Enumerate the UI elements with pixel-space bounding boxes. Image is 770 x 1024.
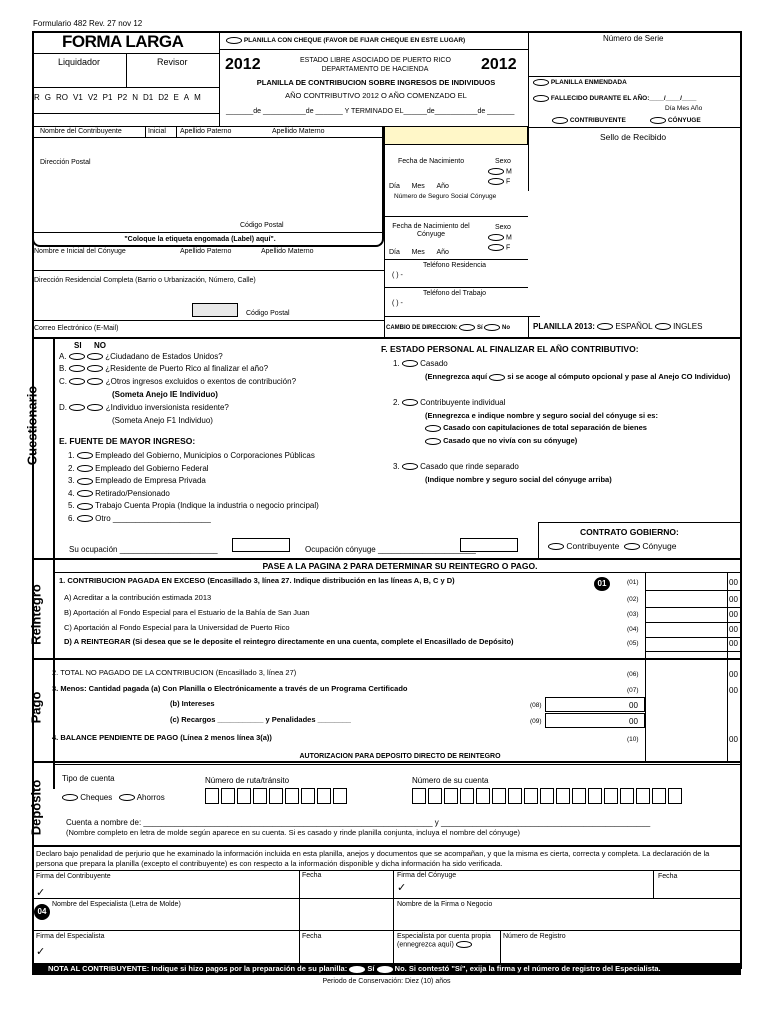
q-f2-note: (Ennegrezca e indique nombre y seguro social del cónyuge si es: <box>425 411 658 420</box>
q-e: E. FUENTE DE MAYOR INGRESO: <box>59 436 196 446</box>
cuenta-boxes[interactable] <box>412 788 684 804</box>
e-item[interactable]: 5. Trabajo Cuenta Propia (Indique la industria o negocio principal) <box>68 501 319 511</box>
ruta-label: Número de ruta/tránsito <box>205 776 290 785</box>
q-d-no[interactable] <box>87 404 103 411</box>
date-range[interactable]: _______de ___________de _______ Y TERMINADO EL______de___________de _______ <box>226 108 515 115</box>
office-codes <box>34 93 206 102</box>
reintegro-line: C) Aportación al Fondo Especial para la Universidad de Puerto Rico <box>64 623 290 632</box>
sello-recibido: Sello de Recibido <box>600 132 667 142</box>
sexo-cony-label: Sexo <box>495 224 511 231</box>
pago-tab: Pago <box>28 691 44 724</box>
form-code: Formulario 482 Rev. 27 nov 12 <box>33 19 143 28</box>
office-code: R <box>34 93 40 102</box>
sexo-f-oval[interactable] <box>488 178 504 185</box>
q-f: F. ESTADO PERSONAL AL FINALIZAR EL AÑO CONTRIBUTIVO: <box>381 344 639 354</box>
ssn-conyuge-label: Número de Seguro Social Cónyuge <box>394 193 497 200</box>
cambio-direccion[interactable]: CAMBIO DE DIRECCION: Sí No <box>386 325 511 332</box>
enmendada[interactable]: PLANILLA ENMENDADA <box>533 79 627 87</box>
fallecido-contrib-oval[interactable] <box>552 117 568 124</box>
ruta-digit-box[interactable] <box>333 788 347 804</box>
f2b-oval[interactable] <box>425 438 441 445</box>
q-f3[interactable]: 3. Casado que rinde separado <box>393 462 519 471</box>
form-title: FORMA LARGA <box>62 32 184 51</box>
cuenta-num-label: Número de su cuenta <box>412 776 489 785</box>
office-code: P2 <box>117 93 128 102</box>
esp-cuenta-oval[interactable] <box>456 941 472 948</box>
q-d[interactable]: D. ¿Individuo inversionista residente? <box>59 403 229 412</box>
office-code: D2 <box>158 93 169 102</box>
cents[interactable]: 00 <box>629 701 638 710</box>
q-a-si[interactable] <box>69 353 85 360</box>
q-a[interactable]: A. ¿Ciudadano de Estados Unidos? <box>59 352 223 361</box>
codigo-postal-label: Código Postal <box>240 222 284 229</box>
line-code: (07) <box>627 687 639 694</box>
e-item-oval[interactable] <box>77 478 93 485</box>
q-a-no[interactable] <box>87 353 103 360</box>
numero-serie: Número de Serie <box>603 34 664 43</box>
e-item-oval[interactable] <box>77 452 93 459</box>
contrato-contrib-oval[interactable] <box>548 543 564 550</box>
sexo-f[interactable]: F <box>488 178 510 186</box>
cuenta-digit-box[interactable] <box>460 788 474 804</box>
office-code: N <box>132 93 138 102</box>
office-code: V1 <box>73 93 83 102</box>
estado-libre: ESTADO LIBRE ASOCIADO DE PUERTO RICO <box>300 57 451 64</box>
fallecido[interactable]: FALLECIDO DURANTE EL AÑO:____/____/____ <box>533 95 696 103</box>
cents[interactable]: 00 <box>729 670 738 679</box>
q-f2-b[interactable]: Casado que no vivía con su cónyuge) <box>425 437 577 446</box>
q-f1[interactable]: 1. Casado <box>393 359 448 368</box>
cuenta-digit-box[interactable] <box>476 788 490 804</box>
f2-oval[interactable] <box>402 399 418 406</box>
cuenta-digit-box[interactable] <box>540 788 554 804</box>
f1-oval[interactable] <box>402 360 418 367</box>
sexo-m-oval[interactable] <box>488 168 504 175</box>
cuenta-digit-box[interactable] <box>668 788 682 804</box>
cents[interactable]: 00 <box>629 717 638 726</box>
sexo-m[interactable]: M <box>488 168 512 176</box>
cony-ap-paterno: Apellido Paterno <box>180 248 232 255</box>
contrato-options[interactable]: Contribuyente Cónyuge <box>548 542 676 552</box>
firma-cony-label: Firma del Cónyuge <box>397 872 457 879</box>
line-code: (09) <box>530 718 542 725</box>
e-item[interactable]: 4. Retirado/Pensionado <box>68 488 170 498</box>
ahorros-oval[interactable] <box>119 794 135 801</box>
cents[interactable]: 00 <box>729 578 738 587</box>
f1-co-oval[interactable] <box>489 374 505 381</box>
ingles-oval[interactable] <box>655 323 671 330</box>
codigo-postal-res-label: Código Postal <box>246 310 290 317</box>
codigo-postal-box[interactable] <box>192 303 238 317</box>
tel-res-label: Teléfono Residencia <box>423 262 487 269</box>
nombre-conyuge-label: Nombre e Inicial del Cónyuge <box>34 248 126 255</box>
pago-line: 4. BALANCE PENDIENTE DE PAGO (Línea 2 menos línea 3(a)) <box>52 733 272 742</box>
ocupacion-cony-code[interactable] <box>460 538 518 552</box>
dma-cony-label: Día Mes Año <box>389 249 449 256</box>
ruta-digit-box[interactable] <box>253 788 267 804</box>
num-registro-label: Número de Registro <box>503 933 566 940</box>
cuenta-digit-box[interactable] <box>556 788 570 804</box>
ap-materno-label: Apellido Materno <box>272 128 325 135</box>
cuestionario-tab: Cuestionario <box>24 385 40 466</box>
year-left: 2012 <box>225 56 261 73</box>
dir-residencial-label: Dirección Residencial Completa (Barrio o Urbanización, Número, Calle) <box>34 277 256 284</box>
ruta-boxes[interactable] <box>205 788 349 804</box>
fallecido-contribuyente[interactable]: CONTRIBUYENTE <box>552 117 626 125</box>
nombre-esp-label: Nombre del Especialista (Letra de Molde) <box>52 901 181 908</box>
sexo-cony-m-oval[interactable] <box>488 234 504 241</box>
tel-trab-field[interactable]: ( ) - <box>392 300 403 307</box>
q-d-note: (Someta Anejo F1 Individuo) <box>112 416 213 425</box>
cuenta-digit-box[interactable] <box>636 788 650 804</box>
revisor-label: Revisor <box>157 57 188 67</box>
cuenta-digit-box[interactable] <box>524 788 538 804</box>
sexo-cony-f-oval[interactable] <box>488 244 504 251</box>
office-code: V2 <box>87 93 98 102</box>
pago-line: 3. Menos: Cantidad pagada (a) Con Planilla o Electrónicamente a través de un Programa Certificado <box>52 684 408 693</box>
cents[interactable]: 00 <box>729 639 738 648</box>
no-label: NO <box>94 341 106 350</box>
nota-no-oval[interactable] <box>377 966 393 973</box>
cents[interactable]: 00 <box>729 686 738 695</box>
cuenta-digit-box[interactable] <box>492 788 506 804</box>
cuenta-a-nombre[interactable]: Cuenta a nombre de: _________________________________________________________________ y _______________________________________________ <box>66 818 651 827</box>
tel-trab-label: Teléfono del Trabajo <box>423 290 487 297</box>
sexo-label: Sexo <box>495 158 511 165</box>
line-code: (02) <box>627 596 639 603</box>
ruta-digit-box[interactable] <box>237 788 251 804</box>
e-item-oval[interactable] <box>77 465 93 472</box>
cuenta-digit-box[interactable] <box>652 788 666 804</box>
tipo-cuenta-label: Tipo de cuenta <box>62 774 115 783</box>
firma-esp-label: Firma del Especialista <box>36 933 105 940</box>
ruta-digit-box[interactable] <box>205 788 219 804</box>
line-code: (08) <box>530 702 542 709</box>
cuenta-digit-box[interactable] <box>428 788 442 804</box>
dma-label: Día Mes Año <box>389 183 449 190</box>
firma-negocio-label: Nombre de la Firma o Negocio <box>397 901 493 908</box>
badge-04: 04 <box>34 904 50 920</box>
e-item[interactable]: 3. Empleado de Empresa Privada <box>68 476 206 486</box>
office-code: A <box>183 93 190 102</box>
cuenta-digit-box[interactable] <box>444 788 458 804</box>
office-code: M <box>194 93 201 102</box>
fallecido-dma: Día Mes Año <box>665 105 703 112</box>
q-e-items[interactable] <box>68 450 319 526</box>
check-icon-esp: ✓ <box>36 946 46 958</box>
e-item[interactable]: 2. Empleado del Gobierno Federal <box>68 463 209 473</box>
ruta-digit-box[interactable] <box>221 788 235 804</box>
reintegro-line: A) Acreditar a la contribución estimada 2013 <box>64 593 212 602</box>
espanol-oval[interactable] <box>597 323 613 330</box>
line-code: (05) <box>627 640 639 647</box>
e-item[interactable]: 1. Empleado del Gobierno, Municipios o Corporaciones Públicas <box>68 451 315 460</box>
sexo-cony-m[interactable]: M <box>488 234 512 242</box>
reintegro-line: 1. CONTRIBUCION PAGADA EN EXCESO (Encasillado 3, línea 27. Indique distribución en las líneas A, B, C y D) <box>59 576 455 585</box>
cuenta-digit-box[interactable] <box>508 788 522 804</box>
reintegro-header: PASE A LA PAGINA 2 PARA DETERMINAR SU REINTEGRO O PAGO. <box>262 561 538 571</box>
q-b-no[interactable] <box>87 365 103 372</box>
office-code: E <box>173 93 179 102</box>
pago-line: (b) Intereses <box>170 699 215 708</box>
q-f2[interactable]: 2. Contribuyente individual <box>393 398 506 407</box>
e-item-oval[interactable] <box>77 503 93 510</box>
cambio-no-oval[interactable] <box>484 324 500 331</box>
cuenta-digit-box[interactable] <box>572 788 586 804</box>
firma-contrib-label: Firma del Contribuyente <box>36 873 111 880</box>
q-d-si[interactable] <box>69 404 85 411</box>
ruta-digit-box[interactable] <box>269 788 283 804</box>
direccion-label: Dirección Postal <box>40 159 91 166</box>
cuenta-digit-box[interactable] <box>620 788 634 804</box>
q-f1-note[interactable]: (Ennegrezca aquí si se acoge al cómputo opcional y pase al Anejo CO Individuo) <box>425 372 731 381</box>
pago-line: 2. TOTAL NO PAGADO DE LA CONTRIBUCION (Encasillado 3, línea 27) <box>52 668 297 677</box>
fecha-cony-label: Fecha <box>658 873 678 880</box>
pago-line: (c) Recargos ___________ y Penalidades ________ <box>170 715 351 724</box>
ssn-field[interactable] <box>384 126 528 145</box>
cents[interactable]: 00 <box>729 735 738 744</box>
f3-oval[interactable] <box>402 463 418 470</box>
inicial-label: Inicial <box>148 128 166 135</box>
q-b-si[interactable] <box>69 365 85 372</box>
line-code: (06) <box>627 671 639 678</box>
line-code: (10) <box>627 736 639 743</box>
check-icon: ✓ <box>36 887 46 899</box>
reintegro-tab: Reintegro <box>28 584 44 645</box>
fallecido-oval[interactable] <box>533 95 549 102</box>
office-code: D1 <box>142 93 154 102</box>
cheques-oval[interactable] <box>62 794 78 801</box>
cents[interactable]: 00 <box>729 595 738 604</box>
fallecido-cony-oval[interactable] <box>650 117 666 124</box>
ocupacion-code[interactable] <box>232 538 290 552</box>
liquidador-label: Liquidador <box>58 57 101 67</box>
planilla-2013[interactable]: PLANILLA 2013: ESPAÑOL INGLES <box>533 322 703 331</box>
si-label: SI <box>74 341 82 350</box>
deposito-header: AUTORIZACION PARA DEPOSITO DIRECTO DE REINTEGRO <box>299 753 501 760</box>
e-item-oval[interactable] <box>77 490 93 497</box>
q-c-si[interactable] <box>69 378 85 385</box>
reintegro-line: B) Aportación al Fondo Especial para el Estuario de la Bahía de San Juan <box>64 608 310 617</box>
contrato-gobierno: CONTRATO GOBIERNO: <box>580 527 679 537</box>
ano-contributivo: AÑO CONTRIBUTIVO 2012 O AÑO COMENZADO EL <box>285 91 467 100</box>
fallecido-conyuge[interactable]: CÓNYUGE <box>650 117 701 125</box>
nota-contribuyente[interactable]: NOTA AL CONTRIBUYENTE: Indique si hizo pagos por la preparación de su planilla: Sí No. Si contestó "Sí", exija la firma y el número de registro del Especialista. <box>32 963 741 975</box>
planilla-cheque[interactable]: PLANILLA CON CHEQUE (FAVOR DE FIJAR CHEQUE EN ESTE LUGAR) <box>226 37 465 45</box>
q-c[interactable]: C. ¿Otros ingresos excluidos o exentos de contribución? <box>59 377 297 386</box>
declaracion: Declaro bajo penalidad de perjurio que he examinado la información incluida en esta planilla, anejos y documentos que se acompañan, y que la misma es cierta, correcta y completa. La declaración de la persona que prepara la planilla (excepto el contribuyente) es con respecto a la información disponible y dicha información ha sido verificada. <box>36 849 710 868</box>
line-code: (03) <box>627 611 639 618</box>
f2a-oval[interactable] <box>425 425 441 432</box>
cuenta-digit-box[interactable] <box>604 788 618 804</box>
enmendada-oval[interactable] <box>533 79 549 86</box>
contrato-cony-oval[interactable] <box>624 543 640 550</box>
e-item-oval[interactable] <box>77 515 93 522</box>
badge-01: 01 <box>594 577 610 591</box>
cheque-oval[interactable] <box>226 37 242 44</box>
ruta-digit-box[interactable] <box>301 788 315 804</box>
deposito-tab: Depósito <box>28 779 44 836</box>
ocupacion-conyuge[interactable]: Ocupación cónyuge ______________________ <box>305 545 476 554</box>
cuenta-digit-box[interactable] <box>588 788 602 804</box>
q-c-note: (Someta Anejo IE Individuo) <box>112 390 218 399</box>
fecha-contrib-label: Fecha <box>302 872 322 879</box>
q-f3-note: (Indique nombre y seguro social del cónyuge arriba) <box>425 475 612 484</box>
q-f2-a[interactable]: Casado con capitulaciones de total separación de bienes <box>425 424 647 433</box>
ruta-digit-box[interactable] <box>285 788 299 804</box>
cuenta-nota: (Nombre completo en letra de molde según aparece en su cuenta. Si es casado y rinde planilla conjunta, incluya el nombre del cónyuge) <box>66 828 521 837</box>
tel-res-field[interactable]: ( ) - <box>392 272 403 279</box>
esp-cuenta-propia[interactable]: Especialista por cuenta propia (ennegrezca aquí) <box>397 933 491 949</box>
line-code: (01) <box>627 579 639 586</box>
cents[interactable]: 00 <box>729 610 738 619</box>
fecha-nac-label: Fecha de Nacimiento <box>398 158 465 165</box>
cents[interactable]: 00 <box>729 625 738 634</box>
cony-ap-materno: Apellido Materno <box>261 248 314 255</box>
fecha-nac-cony-label: Fecha de Nacimiento del Cónyuge <box>392 223 470 239</box>
ap-paterno-label: Apellido Paterno <box>180 128 232 135</box>
e-item[interactable]: 6. Otro ______________________ <box>68 513 211 523</box>
check-icon-cony: ✓ <box>397 882 407 894</box>
q-c-no[interactable] <box>87 378 103 385</box>
ocupacion[interactable]: Su ocupación ______________________ <box>69 545 218 554</box>
line-code: (04) <box>627 626 639 633</box>
q-b[interactable]: B. ¿Residente de Puerto Rico al finalizar el año? <box>59 364 269 373</box>
ruta-digit-box[interactable] <box>317 788 331 804</box>
nombre-contribuyente-label: Nombre del Contribuyente <box>40 128 122 135</box>
cuenta-digit-box[interactable] <box>412 788 426 804</box>
etiqueta-label: "Coloque la etiqueta engomada (Label) aquí". <box>124 236 276 243</box>
periodo-conservacion: Periodo de Conservación: Diez (10) años <box>322 978 451 985</box>
fecha-esp-label: Fecha <box>302 933 322 940</box>
office-code: P1 <box>102 93 113 102</box>
office-code: G <box>44 93 52 102</box>
planilla-title: PLANILLA DE CONTRIBUCION SOBRE INGRESOS DE INDIVIDUOS <box>256 78 496 87</box>
cambio-si-oval[interactable] <box>459 324 475 331</box>
office-code: RO <box>56 93 69 102</box>
nota-si-oval[interactable] <box>349 966 365 973</box>
year-right: 2012 <box>481 56 517 73</box>
reintegro-line: D) A REINTEGRAR (Si desea que se le deposite el reintegro directamente en una cuenta, complete el Encasillado de Depósito) <box>64 637 514 646</box>
sexo-cony-f[interactable]: F <box>488 244 510 252</box>
tipo-cuenta[interactable]: Cheques Ahorros <box>62 793 165 802</box>
email-label: Correo Electrónico (E-Mail) <box>34 325 119 332</box>
depto-hacienda: DEPARTAMENTO DE HACIENDA <box>321 66 429 73</box>
